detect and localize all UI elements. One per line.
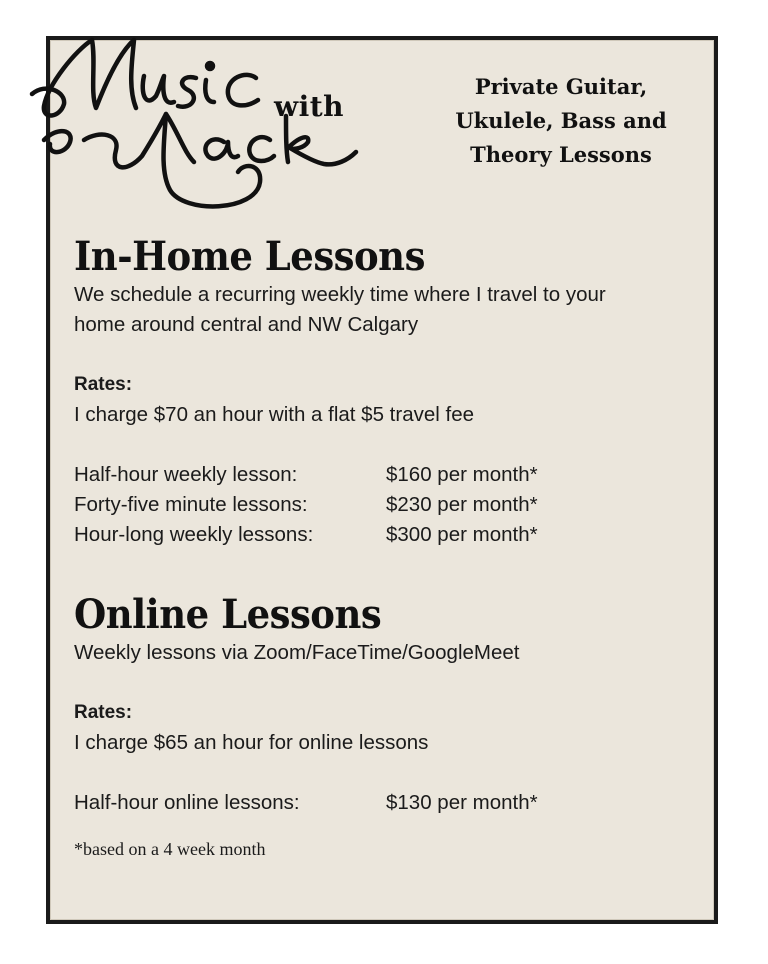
in-home-title: In-Home Lessons bbox=[74, 232, 425, 280]
footnote: *based on a 4 week month bbox=[74, 839, 266, 859]
spacer bbox=[74, 668, 694, 698]
subtitle-line: Private Guitar, bbox=[474, 74, 648, 99]
price-value: $130 per month* bbox=[386, 791, 538, 814]
spacer bbox=[74, 758, 694, 788]
spacer bbox=[74, 430, 694, 460]
in-home-rates-label: Rates: bbox=[74, 374, 133, 395]
price-value: $300 per month* bbox=[386, 523, 538, 546]
price-row bbox=[74, 520, 694, 550]
logo-word-with: with bbox=[274, 90, 345, 123]
online-rate-text: I charge $65 an hour for online lessons bbox=[74, 731, 429, 754]
price-value: $230 per month* bbox=[386, 493, 538, 516]
subtitle-line: Ukulele, Bass and bbox=[455, 108, 667, 133]
content bbox=[74, 232, 694, 862]
online-rates-label: Rates: bbox=[74, 702, 133, 723]
online-description: Weekly lessons via Zoom/FaceTime/GoogleMeet bbox=[74, 641, 520, 664]
in-home-rate-text: I charge $70 an hour with a flat $5 travel fee bbox=[74, 403, 475, 426]
subtitle bbox=[430, 70, 692, 172]
price-label: Half-hour online lessons: bbox=[74, 791, 300, 814]
price-row bbox=[74, 490, 694, 520]
music-with-mack-logo bbox=[24, 22, 384, 222]
price-label: Hour-long weekly lessons: bbox=[74, 523, 314, 546]
spacer bbox=[74, 340, 694, 370]
section-spacer bbox=[74, 550, 694, 590]
price-value: $160 per month* bbox=[386, 463, 538, 486]
subtitle-line: Theory Lessons bbox=[470, 142, 652, 167]
online-title: Online Lessons bbox=[74, 590, 382, 638]
price-row bbox=[74, 788, 694, 818]
price-label: Forty-five minute lessons: bbox=[74, 493, 308, 516]
price-label: Half-hour weekly lesson: bbox=[74, 463, 298, 486]
in-home-description: home around central and NW Calgary bbox=[74, 313, 419, 336]
price-row bbox=[74, 460, 694, 490]
in-home-description: We schedule a recurring weekly time where I travel to your bbox=[74, 283, 606, 306]
